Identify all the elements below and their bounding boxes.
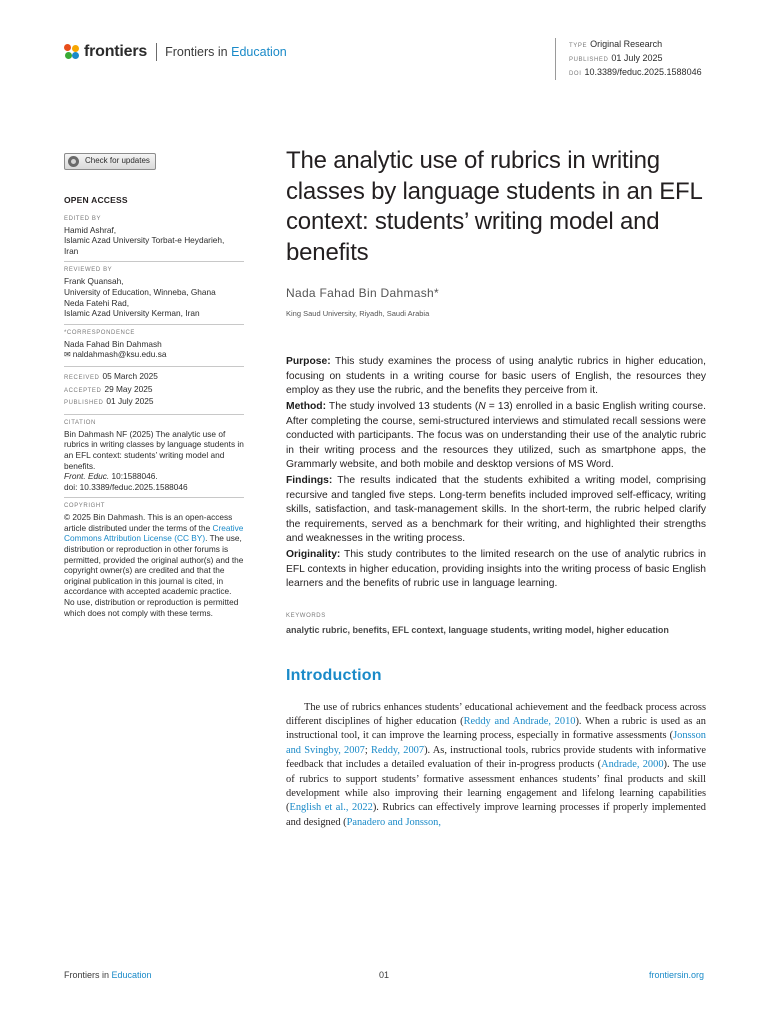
crossmark-icon bbox=[68, 156, 79, 167]
check-updates-button[interactable]: Check for updates bbox=[64, 153, 156, 170]
introduction-paragraph: The use of rubrics enhances students’ educational achievement and the feedback process across different disciplines of higher education (Reddy and Andrade, 2010). When a rubric is used as an instructional tool, it can improve the learning process, especially in formative assessments (Jonsson and Svingby, 2007; Reddy, 2007). As, instructional tools, rubrics provide students with informative feedback that includes a detailed evaluation of their in-progress products (Andrade, 2000). The use of rubrics to support students’ formative assessment enhances students’ final products and skill development while also improving their learning engagement and lifelong learning capabilities (English et al., 2022). Rubrics can effectively improve learning processes if properly implemented and designed (Panadero and Jonsson, bbox=[286, 701, 706, 828]
page-number: 01 bbox=[378, 970, 389, 980]
envelope-icon: ✉ bbox=[64, 350, 71, 360]
frontiers-logo[interactable] bbox=[64, 43, 147, 61]
article-dates: RECEIVED 05 March 2025 ACCEPTED 29 May 2025 PUBLISHED 01 July 2025 bbox=[64, 366, 244, 409]
author-name[interactable]: Nada Fahad Bin Dahmash* bbox=[286, 286, 439, 300]
article-sidebar bbox=[64, 150, 244, 618]
citation-link[interactable]: Jonsson and Svingby, 2007 bbox=[286, 730, 706, 756]
brand-name: frontiers bbox=[84, 43, 148, 60]
publish-date: 01 July 2025 bbox=[611, 53, 663, 63]
correspondence: *CORRESPONDENCE Nada Fahad Bin Dahmash ✉ naldahmash@ksu.edu.sa bbox=[64, 324, 244, 361]
license-link[interactable]: Creative Commons Attribution License (CC BY) bbox=[64, 522, 244, 544]
article-title: The analytic use of rubrics in writing classes by language students in an EFL context: students’ writing model and benefits bbox=[286, 147, 702, 266]
email-link[interactable]: ✉ naldahmash@ksu.edu.sa bbox=[64, 349, 167, 360]
abstract-originality: Originality: This study contributes to the limited research on the use of analytic rubrics in EFL contexts in higher education, providing insights into the writing process of basic English learners and the benefits of rubric use in language learning. bbox=[286, 549, 706, 589]
journal-name[interactable]: Frontiers in Education bbox=[165, 45, 287, 59]
citation-link[interactable]: Reddy and Andrade, 2010 bbox=[463, 715, 576, 727]
abstract-method: Method: The study involved 13 students (N = 13) enrolled in a basic English writing course. After completing the course, semi-structured interviews and stimulated recall sessions were conducted with participants. The focus was on understanding their use of the analytic rubric in their writing process and the resources they utilized, such as smartphone apps, the Grammarly website, and both mobile and desktop versions of MS Word. bbox=[286, 401, 706, 470]
citation-link[interactable]: Andrade, 2000 bbox=[601, 759, 664, 771]
citation-link[interactable]: English et al., 2022 bbox=[289, 802, 373, 814]
reviewed-by: REVIEWED BY Frank Quansah, University of Education, Winneba, Ghana Neda Fatehi Rad, Islamic Azad University Kerman, Iran bbox=[64, 261, 244, 318]
citation: CITATION Bin Dahmash NF (2025) The analytic use of rubrics in writing classes by language students in an EFL context: students’ writing model and benefits. Front. Educ. 10:1588046. doi: 10.3389/feduc.2025.1588046 bbox=[64, 414, 244, 493]
frontiers-logo-icon bbox=[64, 44, 80, 60]
author-affiliation: King Saud University, Riyadh, Saudi Arabia bbox=[286, 309, 430, 318]
abstract bbox=[286, 355, 706, 592]
article-main bbox=[286, 146, 706, 830]
doi[interactable]: 10.3389/feduc.2025.1588046 bbox=[584, 67, 702, 77]
edited-by: EDITED BY Hamid Ashraf, Islamic Azad University Torbat-e Heydarieh, Iran bbox=[64, 215, 225, 256]
open-access-label: OPEN ACCESS bbox=[64, 195, 128, 205]
article-meta: TYPE Original Research PUBLISHED 01 July 2025 DOI 10.3389/feduc.2025.1588046 bbox=[555, 38, 702, 80]
abstract-purpose: Purpose: This study examines the process of using analytic rubrics in higher education, focusing on students in a writing course for basic users of English, the resources they employ as they use the rubric, and the benefits they perceive from it. bbox=[286, 356, 706, 396]
journal-header bbox=[64, 40, 287, 64]
section-heading-introduction: Introduction bbox=[286, 666, 382, 684]
keywords: analytic rubric, benefits, EFL context, language students, writing model, higher education bbox=[286, 624, 669, 635]
citation-link[interactable]: Panadero and Jonsson, bbox=[346, 816, 441, 828]
keywords-label: KEYWORDS bbox=[286, 612, 326, 619]
article-type: Original Research bbox=[590, 39, 663, 49]
footer-journal: Frontiers in Education bbox=[64, 970, 152, 980]
abstract-findings: Findings: The results indicated that the students exhibited a writing model, comprising recursive and tangled five steps. Long-term benefits included improved self-efficacy, writing skills, satisfaction, and task-management skills. In the short-term, the rubric helped clarify the requirements, served as a benchmark for their writing, and highlighted their strengths and weaknesses in the writing process. bbox=[286, 475, 706, 544]
footer-site-link[interactable]: frontiersin.org bbox=[648, 970, 704, 980]
copyright: COPYRIGHT © 2025 Bin Dahmash. This is an open-access article distributed under the terms of the Creative Commons Attribution License (CC BY). The use, distribution or reproduction in other forums is permitted, provided the original author(s) and the copyright owner(s) are credited and that the original publication in this journal is cited, in accordance with accepted academic practice. No use, distribution or reproduction is permitted which does not comply with these terms. bbox=[64, 497, 244, 618]
header-divider bbox=[156, 43, 157, 61]
citation-link[interactable]: Reddy, 2007 bbox=[370, 744, 425, 756]
